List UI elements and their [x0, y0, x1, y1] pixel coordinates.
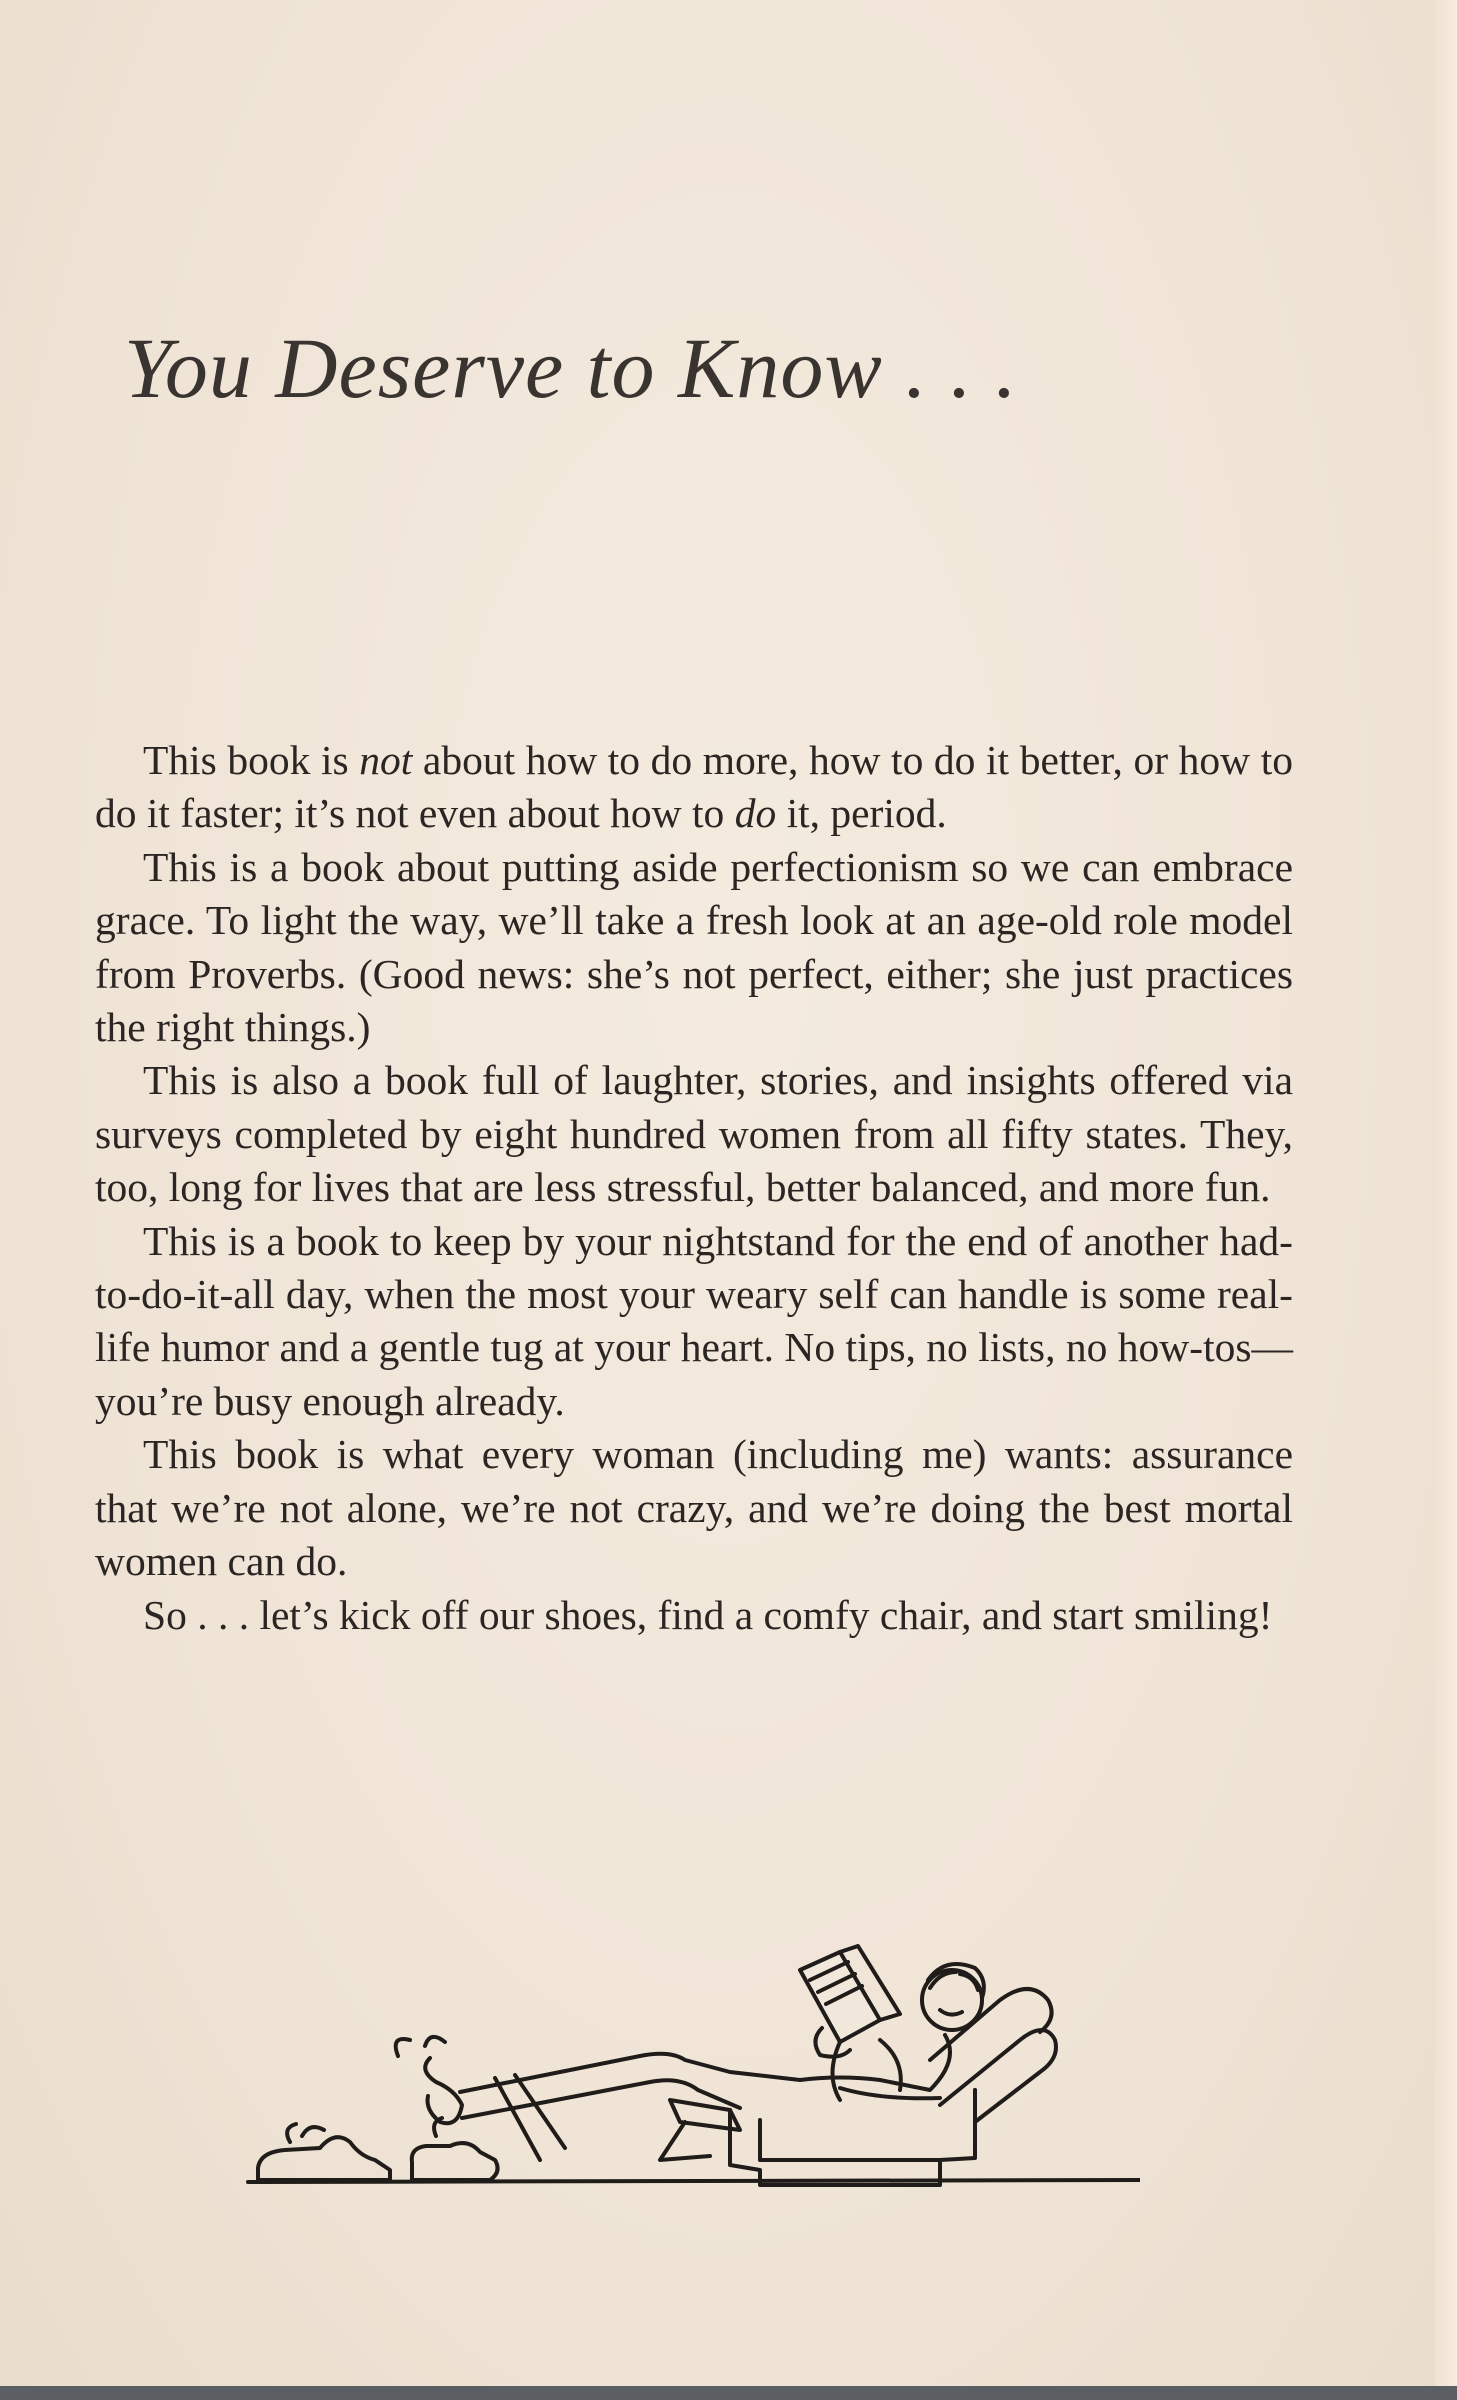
text-run: This is a book about putting aside perfectionism so we can embrace grace. To light the way, we’ll take a fresh look at an age-old role model from Proverbs. (Good news: she’s not perfect, either; she just practices the right things.)	[95, 843, 1293, 1051]
paragraph	[95, 734, 1293, 841]
reader-feet	[425, 2058, 462, 2123]
body-text	[95, 734, 1293, 1642]
reader-torso	[800, 2035, 950, 2090]
recliner-back	[940, 2030, 1056, 2122]
paragraph	[95, 1589, 1293, 1642]
shoe-left	[258, 2137, 390, 2180]
emphasis-text: not	[359, 737, 413, 783]
text-run: about how to do more, how to do it better, or how to do it faster; it’s not even about how to	[95, 737, 1293, 837]
page-edge-right	[1435, 0, 1457, 2400]
text-run: This book is	[143, 737, 360, 783]
text-run: So . . . let’s kick off our shoes, find a comfy chair, and start smiling!	[143, 1591, 1273, 1638]
paragraph	[95, 1428, 1293, 1588]
paragraph	[95, 841, 1293, 1055]
text-run: This is also a book full of laughter, stories, and insights offered via surveys completed by eight hundred women from all fifty states. They, too, long for lives that are less stressful, better balanced, and more fun.	[95, 1057, 1293, 1211]
shoe-right	[412, 2143, 498, 2180]
chapter-title: You Deserve to Know . . .	[124, 320, 1018, 416]
emphasis-text: do	[734, 790, 777, 837]
scan-bottom-edge	[0, 2386, 1457, 2400]
woman-reading-in-recliner-illustration	[240, 1860, 1140, 2220]
text-run: it, period.	[776, 790, 947, 837]
paragraph	[95, 1215, 1293, 1429]
reader-arms	[833, 2040, 901, 2100]
paragraph	[95, 1054, 1293, 1214]
text-run: This book is what every woman (including me) wants: assurance that we’re not alone, we’re not crazy, and we’re doing the best mortal women can do.	[95, 1431, 1293, 1585]
text-run: This is a book to keep by your nightstand for the end of another had-to-do-it-all day, when the most your weary self can handle is some real-life humor and a gentle tug at your heart. No tips, no lists, no how-tos—you’re busy enough already.	[95, 1217, 1293, 1424]
